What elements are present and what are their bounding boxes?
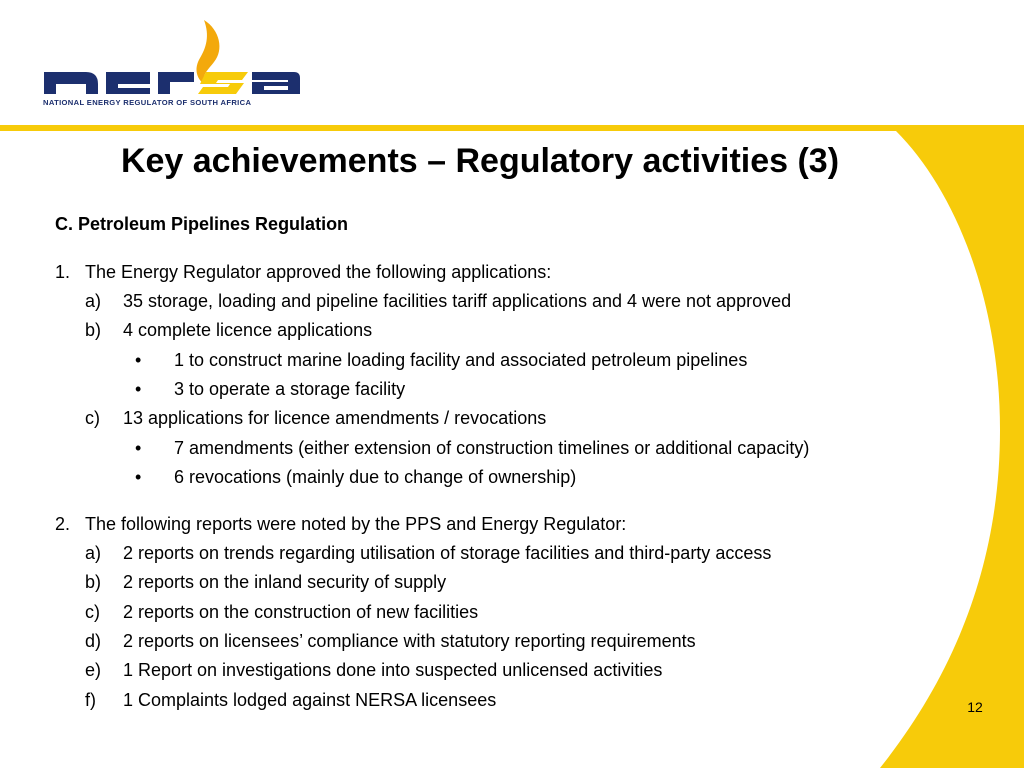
sub-item-text: 13 applications for licence amendments / revocations: [123, 408, 547, 428]
sub-item-text: 35 storage, loading and pipeline facilities tariff applications and 4 were not approved: [123, 291, 792, 311]
corner-swoosh: [880, 131, 1024, 768]
sub-item-label: a): [85, 291, 102, 311]
logo-letter-n: [44, 72, 98, 94]
sub-item-text: 4 complete licence applications: [123, 320, 373, 340]
list-item-text: The Energy Regulator approved the following applications:: [85, 262, 552, 282]
slide-title: Key achievements – Regulatory activities (3): [120, 142, 840, 180]
logo-letter-a: [252, 72, 300, 94]
sub-item-text: 2 reports on the inland security of supply: [123, 572, 447, 592]
bullet-glyph: •: [135, 467, 142, 487]
sub-item-label: c): [85, 408, 100, 428]
bullet-glyph: •: [135, 379, 142, 399]
section-heading: C. Petroleum Pipelines Regulation: [55, 214, 349, 234]
sub-item-label: b): [85, 320, 102, 340]
page-number: 12: [967, 699, 983, 715]
sub-item-label: b): [85, 572, 102, 592]
sub-item-label: a): [85, 543, 102, 563]
sub-item-text: 1 Complaints lodged against NERSA licensees: [123, 690, 497, 710]
sub-item-label: c): [85, 602, 100, 622]
list-number: 2.: [55, 514, 71, 534]
bullet-glyph: •: [135, 438, 142, 458]
sub-item-label: e): [85, 660, 102, 680]
bullet-text: 3 to operate a storage facility: [174, 379, 406, 399]
sub-item-text: 2 reports on licensees’ compliance with statutory reporting requirements: [123, 631, 696, 651]
sub-item-text: 2 reports on trends regarding utilisation of storage facilities and third-party access: [123, 543, 772, 563]
sub-item-text: 2 reports on the construction of new facilities: [123, 602, 479, 622]
logo-letter-e: [106, 72, 150, 94]
bullet-text: 6 revocations (mainly due to change of ownership): [174, 467, 577, 487]
list-number: 1.: [55, 262, 71, 282]
sub-item-text: 1 Report on investigations done into suspected unlicensed activities: [123, 660, 663, 680]
logo-letter-r: [158, 72, 194, 94]
bullet-text: 1 to construct marine loading facility and associated petroleum pipelines: [174, 350, 748, 370]
bullet-text: 7 amendments (either extension of construction timelines or additional capacity): [174, 438, 810, 458]
sub-item-label: f): [85, 690, 96, 710]
bullet-glyph: •: [135, 350, 142, 370]
list-item-text: The following reports were noted by the PPS and Energy Regulator:: [85, 514, 627, 534]
logo-letter-s: [198, 72, 248, 94]
sub-item-label: d): [85, 631, 102, 651]
header-band: [0, 125, 1024, 131]
logo-tagline: NATIONAL ENERGY REGULATOR OF SOUTH AFRICA: [43, 98, 252, 107]
